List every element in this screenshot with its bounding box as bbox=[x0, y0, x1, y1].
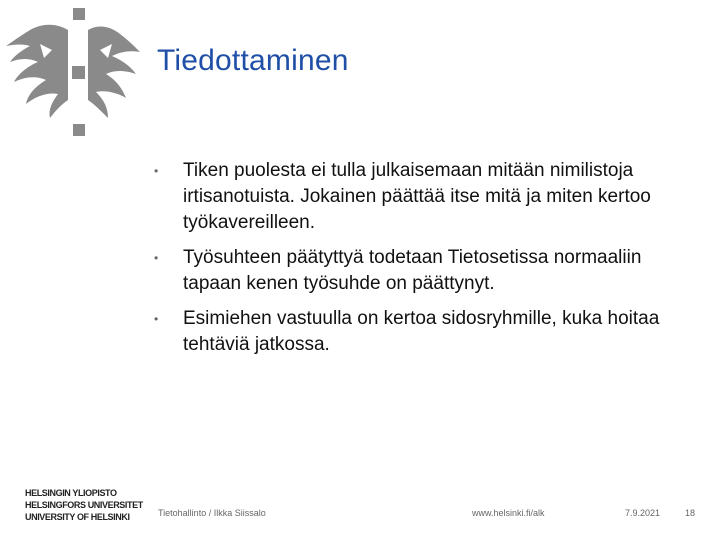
footer-date: 7.9.2021 bbox=[625, 508, 661, 518]
footer-author: Tietohallinto / Ilkka Siissalo bbox=[158, 508, 266, 518]
bullet-text: Työsuhteen päätyttyä todetaan Tietosetissa normaaliin tapaan kenen työsuhde on päättynyt. bbox=[183, 247, 642, 294]
footer-url: www.helsinki.fi/alk bbox=[472, 508, 545, 518]
bullet-item bbox=[152, 245, 692, 297]
bullet-list bbox=[152, 158, 692, 367]
bullet-marker: • bbox=[154, 251, 159, 265]
university-name-en: UNIVERSITY OF HELSINKI bbox=[25, 512, 130, 522]
bullet-item bbox=[152, 158, 692, 236]
university-name-sv: HELSINGFORS UNIVERSITET bbox=[25, 500, 143, 510]
university-name-fi: HELSINGIN YLIOPISTO bbox=[25, 488, 117, 498]
helsinki-university-flame-logo-icon bbox=[0, 0, 150, 150]
bullet-text: Tiken puolesta ei tulla julkaisemaan mitään nimilistoja irtisanotuista. Jokainen päättää itse mitä ja miten kertoo työkavereilleen. bbox=[183, 160, 651, 233]
footer-page-number: 18 bbox=[685, 508, 696, 518]
bullet-marker: • bbox=[154, 164, 159, 178]
bullet-item bbox=[152, 306, 692, 358]
slide-title: Tiedottaminen bbox=[157, 44, 349, 77]
bullet-text: Esimiehen vastuulla on kertoa sidosryhmille, kuka hoitaa tehtäviä jatkossa. bbox=[183, 308, 660, 355]
university-name bbox=[25, 487, 143, 523]
bullet-marker: • bbox=[154, 312, 159, 326]
